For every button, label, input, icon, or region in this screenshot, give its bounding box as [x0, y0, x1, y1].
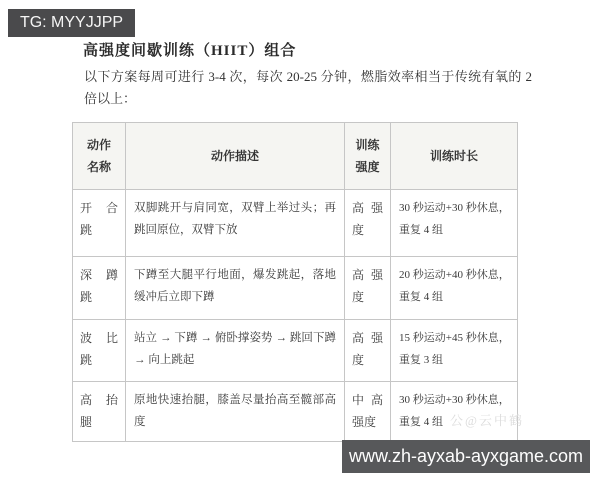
cell-description: 下蹲至大腿平行地面，爆发跳起，落地缓冲后立即下蹲 [126, 257, 345, 320]
cell-intensity [345, 257, 391, 320]
column-header-action-name [73, 123, 126, 190]
cell-action-name [73, 320, 126, 382]
action-name-line: 开合 [80, 201, 118, 215]
action-name-line: 跳 [80, 223, 93, 237]
cell-intensity [345, 190, 391, 257]
action-name-line: 波比 [80, 331, 118, 345]
column-header-line: 动作 [86, 138, 111, 152]
cell-duration: 30 秒运动+30 秒休息，重复 4 组 [391, 382, 518, 442]
intensity-line: 高强 [352, 268, 383, 282]
cell-intensity [345, 382, 391, 442]
telegram-handle-badge: TG: MYYJJPP [8, 9, 135, 37]
table-header-row [73, 123, 518, 190]
column-header-duration: 训练时长 [391, 123, 518, 190]
intensity-line: 度 [352, 353, 365, 367]
action-name-line: 跳 [80, 353, 93, 367]
intensity-line: 中高 [352, 393, 383, 407]
cell-duration: 30 秒运动+30 秒休息，重复 4 组 [391, 190, 518, 257]
page-title: 高强度间歇训练（HIIT）组合 [83, 43, 297, 59]
table-row [73, 257, 518, 320]
intensity-line: 强度 [352, 415, 377, 429]
action-name-line: 高抬 [80, 393, 118, 407]
intro-paragraph: 以下方案每周可进行 3-4 次，每次 20-25 分钟，燃脂效率相当于传统有氧的 2 倍以上： [84, 69, 532, 106]
cell-duration: 20 秒运动+40 秒休息，重复 4 组 [391, 257, 518, 320]
cell-intensity [345, 320, 391, 382]
action-name-line: 深蹲 [80, 268, 118, 282]
cell-description: 站立 → 下蹲 → 俯卧撑姿势 → 跳回下蹲 → 向上跳起 [126, 320, 345, 382]
intensity-line: 度 [352, 290, 365, 304]
action-name-line: 跳 [80, 290, 93, 304]
column-header-intensity [345, 123, 391, 190]
cell-description: 双脚跳开与肩同宽，双臂上举过头；再跳回原位，双臂下放 [126, 190, 345, 257]
cell-action-name [73, 382, 126, 442]
table-row [73, 190, 518, 257]
column-header-line: 训练 [355, 138, 380, 152]
intensity-line: 高强 [352, 201, 383, 215]
column-header-description: 动作描述 [126, 123, 345, 190]
watermark: 公@云中鹤 [450, 413, 524, 428]
cell-action-name [73, 190, 126, 257]
cell-action-name [73, 257, 126, 320]
column-header-line: 强度 [355, 160, 380, 174]
action-name-line: 腿 [80, 415, 93, 429]
website-url-bar: www.zh-ayxab-ayxgame.com [342, 440, 590, 473]
hiit-table [72, 122, 518, 442]
intensity-line: 度 [352, 223, 365, 237]
table-row [73, 320, 518, 382]
column-header-line: 名称 [86, 160, 111, 174]
cell-duration: 15 秒运动+45 秒休息，重复 3 组 [391, 320, 518, 382]
cell-description: 原地快速抬腿，膝盖尽量抬高至髋部高度 [126, 382, 345, 442]
intensity-line: 高强 [352, 331, 383, 345]
